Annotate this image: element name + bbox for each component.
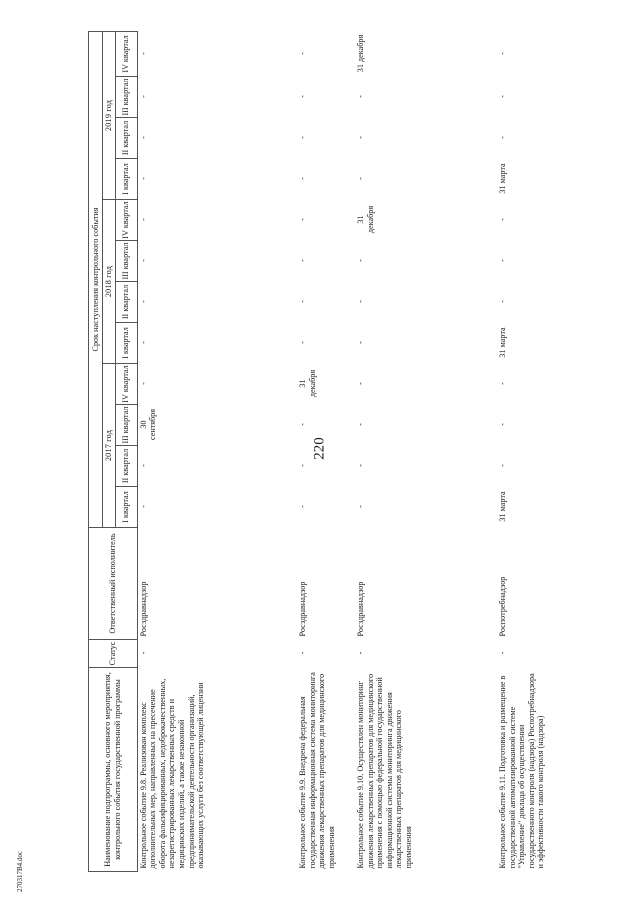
header-name: Наименование подпрограммы, основного мероприятия, контрольного события государственной программы — [89, 668, 138, 872]
quarter-deadline: - — [138, 52, 148, 55]
quarter-deadline: - — [138, 505, 148, 508]
quarter-deadline: - — [356, 259, 366, 262]
quarter-deadline: - — [498, 95, 508, 98]
quarter-deadline: - — [498, 382, 508, 385]
table-row — [297, 31, 355, 871]
quarter-deadline: - — [298, 136, 308, 139]
header-quarter: IV квартал — [115, 200, 137, 241]
quarter-deadline: - — [498, 423, 508, 426]
quarter-deadline: - — [498, 259, 508, 262]
quarter-deadline: - — [498, 52, 508, 55]
table-row — [497, 31, 617, 871]
footer-filename: 270317B4.doc — [16, 850, 24, 892]
quarter-deadline: 31 декабря — [356, 205, 375, 234]
quarter-deadline: - — [356, 341, 366, 344]
quarter-deadline: 31 марта — [498, 491, 508, 522]
header-quarter: II квартал — [115, 446, 137, 487]
quarter-deadline: 31 марта — [498, 163, 508, 194]
control-events-table — [88, 31, 617, 872]
header-status: Статус — [89, 640, 138, 668]
header-quarter: I квартал — [115, 487, 137, 528]
quarter-deadline: - — [356, 464, 366, 467]
event-responsible: Роспотребнадзор — [498, 576, 508, 637]
event-status: - — [298, 651, 308, 655]
quarter-deadline: - — [298, 218, 308, 221]
header-quarter: IV квартал — [115, 364, 137, 405]
header-quarter: III квартал — [115, 405, 137, 446]
header-quarter: IV квартал — [115, 31, 137, 76]
quarter-deadline: - — [298, 505, 308, 508]
event-name: Контрольное событие 9.11. Подготовка и размещение в государственной автоматизированной системе "Управление" доклада об осуществлении государственного контроля (надзора) Роспотребнадзора и эффективности такого контроля (надзора) — [498, 673, 546, 869]
event-status: - — [356, 651, 366, 655]
page-number: 220 — [311, 437, 328, 460]
quarter-deadline: - — [298, 464, 308, 467]
event-status: - — [498, 651, 508, 655]
quarter-deadline: - — [298, 341, 308, 344]
quarter-deadline: - — [298, 95, 308, 98]
header-quarter: III квартал — [115, 241, 137, 282]
header-quarter: II квартал — [115, 282, 137, 323]
quarter-deadline: - — [298, 300, 308, 303]
quarter-deadline: - — [498, 218, 508, 221]
event-name: Контрольное событие 9.8. Реализован комплекс дополнительных мер, направленных на пресечение оборота фальсифицированных, недоброкачественных, незарегистрированных лекарственных средств и медицинских изделий, а также незаконной предпринимательской деятельности организаций, оказывающих услуги без соответствующей лицензии — [138, 678, 206, 869]
event-name: Контрольное событие 9.10. Осуществлен мониторинг движения лекарственных препаратов для медицинского применения с помощью федеральной государственной информационной системы мониторинга движения лекарственных препаратов для медицинского применения — [356, 673, 414, 869]
header-deadline: Срок наступления контрольного события — [89, 31, 103, 527]
quarter-deadline: - — [356, 505, 366, 508]
header-quarter: II квартал — [115, 118, 137, 159]
event-name: Контрольное событие 9.9. Внедрена федеральная государственная информационная система мониторинга движения лекарственных препаратов для медицинского применения — [298, 672, 336, 869]
quarter-deadline: - — [138, 177, 148, 180]
quarter-deadline: 30 сентября — [138, 409, 158, 441]
table-row — [137, 31, 297, 871]
header-quarter: III квартал — [115, 77, 137, 118]
quarter-deadline: - — [298, 52, 308, 55]
quarter-deadline: - — [498, 464, 508, 467]
quarter-deadline: 31 марта — [498, 327, 508, 358]
quarter-deadline: - — [498, 136, 508, 139]
quarter-deadline: - — [138, 218, 148, 221]
quarter-deadline: - — [298, 423, 308, 426]
event-status: - — [138, 651, 148, 655]
header-quarter: I квартал — [115, 323, 137, 364]
header-year: 2017 год — [103, 364, 116, 528]
quarter-deadline: - — [356, 382, 366, 385]
quarter-deadline: 31 декабря — [356, 34, 366, 73]
quarter-deadline: - — [138, 136, 148, 139]
quarter-deadline: - — [356, 95, 366, 98]
header-year: 2018 год — [103, 200, 116, 364]
quarter-deadline: - — [138, 341, 148, 344]
quarter-deadline: - — [298, 259, 308, 262]
quarter-deadline: - — [356, 300, 366, 303]
quarter-deadline: 31 декабря — [298, 369, 317, 398]
event-responsible: Росздравнадзор — [138, 581, 148, 637]
quarter-deadline: - — [498, 300, 508, 303]
table-header — [89, 31, 138, 871]
table-body — [137, 31, 617, 871]
quarter-deadline: - — [138, 300, 148, 303]
quarter-deadline: - — [356, 423, 366, 426]
header-year: 2019 год — [103, 31, 116, 199]
quarter-deadline: - — [298, 177, 308, 180]
event-responsible: Росздравнадзор — [356, 581, 366, 637]
event-responsible: Росздравнадзор — [298, 581, 308, 637]
quarter-deadline: - — [138, 259, 148, 262]
header-responsible: Ответственный исполнитель — [89, 528, 138, 640]
quarter-deadline: - — [138, 382, 148, 385]
rotated-page-content — [88, 32, 622, 872]
quarter-deadline: - — [356, 177, 366, 180]
quarter-deadline: - — [356, 136, 366, 139]
table-row — [355, 31, 497, 871]
quarter-deadline: - — [138, 464, 148, 467]
header-quarter: I квартал — [115, 159, 137, 200]
quarter-deadline: - — [138, 95, 148, 98]
